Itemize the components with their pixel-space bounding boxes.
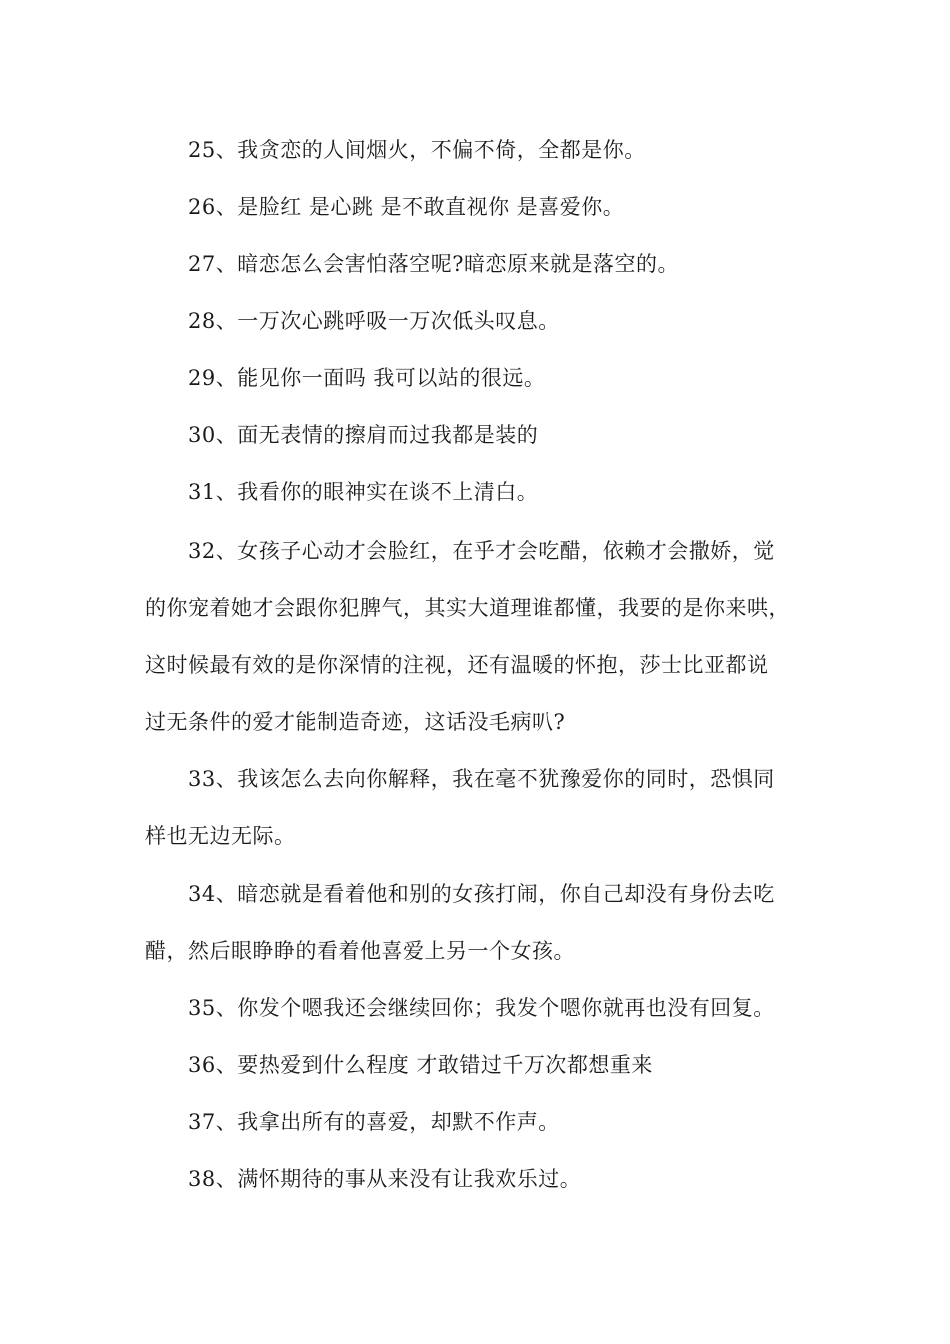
text-line-30: 30、面无表情的擦肩而过我都是装的	[188, 423, 539, 447]
text-line-36: 36、要热爱到什么程度 才敢错过千万次都想重来	[188, 1053, 653, 1077]
text-line-28: 28、一万次心跳呼吸一万次低头叹息。	[188, 309, 560, 333]
text-line-34-b: 醋，然后眼睁睁的看着他喜爱上另一个女孩。	[145, 939, 575, 963]
text-line-37: 37、我拿出所有的喜爱，却默不作声。	[188, 1110, 560, 1134]
text-line-38: 38、满怀期待的事从来没有让我欢乐过。	[188, 1167, 582, 1191]
text-line-31: 31、我看你的眼神实在谈不上清白。	[188, 480, 539, 504]
text-line-33-a: 33、我该怎么去向你解释，我在毫不犹豫爱你的同时，恐惧同	[188, 767, 775, 791]
text-line-32-b: 的你宠着她才会跟你犯脾气，其实大道理谁都懂，我要的是你来哄，	[145, 596, 790, 620]
text-line-27: 27、暗恋怎么会害怕落空呢?暗恋原来就是落空的。	[188, 252, 679, 276]
text-line-35: 35、你发个嗯我还会继续回你；我发个嗯你就再也没有回复。	[188, 996, 775, 1020]
text-line-29: 29、能见你一面吗 我可以站的很远。	[188, 366, 546, 390]
text-line-32-d: 过无条件的爱才能制造奇迹，这话没毛病叭?	[145, 710, 566, 734]
text-line-34-a: 34、暗恋就是看着他和别的女孩打闹，你自己却没有身份去吃	[188, 882, 775, 906]
text-line-33-b: 样也无边无际。	[145, 824, 296, 848]
text-line-25: 25、我贪恋的人间烟火，不偏不倚，全都是你。	[188, 138, 646, 162]
text-line-32-a: 32、女孩子心动才会脸红，在乎才会吃醋，依赖才会撒娇，觉	[188, 539, 775, 563]
text-line-26: 26、是脸红 是心跳 是不敢直视你 是喜爱你。	[188, 195, 625, 219]
text-line-32-c: 这时候最有效的是你深情的注视，还有温暖的怀抱，莎士比亚都说	[145, 653, 769, 677]
